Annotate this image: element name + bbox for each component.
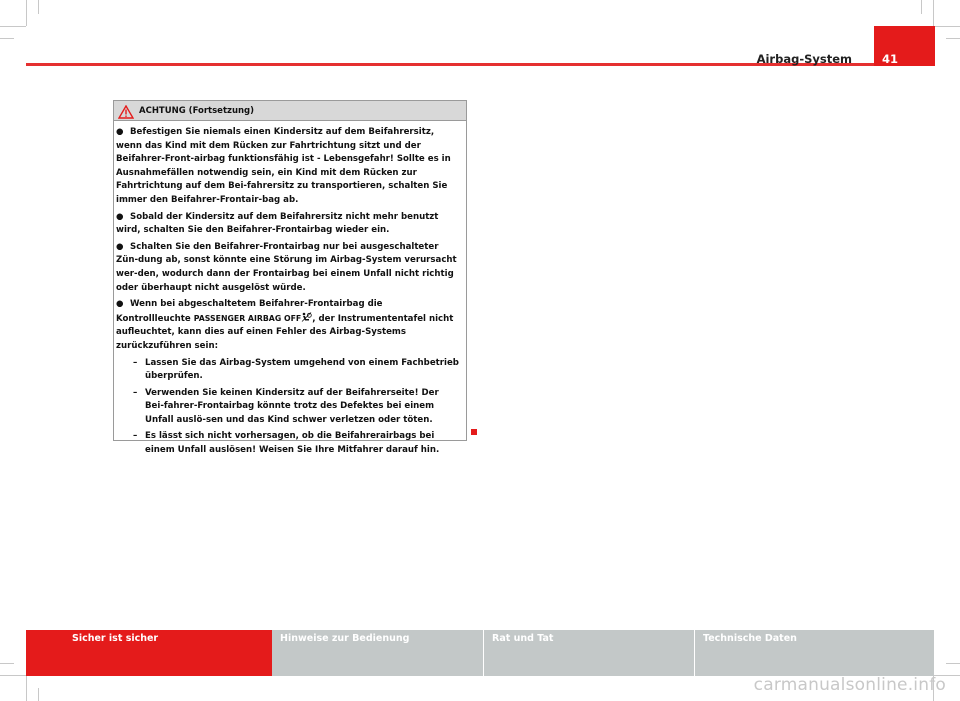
crop-mark — [38, 0, 39, 14]
sub-list-item — [116, 430, 460, 457]
bullet-text: der Instrumententafel nicht aufleuchtet, kann dies auf einen Fehler des Airbag-Systems zurückzuführen sein: — [116, 313, 454, 351]
warning-title: ACHTUNG (Fortsetzung) — [139, 105, 255, 116]
crop-mark — [946, 663, 960, 664]
footer-tab-sicher-ist-sicher[interactable]: Sicher ist sicher — [26, 630, 272, 676]
bullet: ● — [116, 211, 124, 222]
watermark: carmanualsonline.info — [753, 675, 946, 695]
list-item — [116, 211, 460, 238]
bullet-text: Wenn bei abgeschaltetem Beifahrer-Frontairbag die Kontrollleuchte — [116, 299, 383, 324]
bullet-text: Befestigen Sie niemals einen Kindersitz auf dem Beifahrersitz, wenn das Kind mit dem Rücken zur Fahrtrichtung sitzt und der Beifahrer-Front-airbag funktionsfähig ist - Lebensgefahr! Sollte es in Ausnahmefällen notwendig sein, ein Kind mit dem Rücken zur Fahrtrichtung auf dem Bei-fahrersitz zu transportieren, schalten Sie immer den Beifahrer-Frontair-bag ab. — [116, 127, 451, 205]
crop-mark — [26, 0, 27, 26]
footer-nav — [26, 630, 934, 676]
crop-mark — [934, 26, 960, 27]
section-end-marker — [471, 429, 477, 435]
list-item: ● Wenn bei abgeschaltetem Beifahrer-Frontairbag die Kontrollleuchte PASSENGER AIRBAG OFF , der Instrumententafel nicht aufleuchtet, kann dies auf einen Fehler des Airbag-Systems zurückzuführen sein: — [116, 299, 454, 351]
footer-tab-hinweise-zur-bedienung[interactable]: Hinweise zur Bedienung — [272, 630, 483, 676]
bullet: ● — [116, 299, 124, 310]
airbag-off-icon — [301, 312, 312, 322]
crop-mark — [0, 663, 14, 664]
crop-mark — [933, 0, 934, 26]
sub-item-text: Lassen Sie das Airbag-System umgehend von einem Fachbetrieb überprüfen. — [145, 357, 459, 382]
dash: – — [133, 357, 138, 368]
sub-item-text: Verwenden Sie keinen Kindersitz auf der Beifahrerseite! Der Bei-fahrer-Frontairbag könnte trotz des Defektes bei einem Unfall auslö-sen und das Kind schwer verletzen oder töten. — [145, 387, 439, 425]
footer-tab-rat-und-tat[interactable]: Rat und Tat — [483, 630, 694, 676]
crop-mark — [26, 676, 27, 701]
crop-mark — [946, 38, 960, 39]
page-number: 41 — [874, 26, 935, 66]
bullet: ● — [116, 241, 124, 252]
dash: – — [133, 431, 138, 442]
bullet-text: Sobald der Kindersitz auf dem Beifahrersitz nicht mehr benutzt wird, schalten Sie den Beifahrer-Frontairbag wieder ein. — [116, 211, 439, 236]
list-item — [116, 126, 460, 208]
list-item — [116, 241, 460, 295]
sub-item-text: Es lässt sich nicht vorhersagen, ob die Beifahrerairbags bei einem Unfall auslösen! Weisen Sie Ihre Mitfahrer darauf hin. — [145, 431, 440, 456]
crop-mark — [38, 688, 39, 701]
crop-mark — [0, 26, 26, 27]
warning-header — [114, 101, 466, 121]
sub-list-item — [116, 387, 460, 428]
warning-box — [113, 100, 467, 456]
indicator-label: PASSENGER AIRBAG OFF — [193, 313, 302, 323]
dash: – — [133, 387, 138, 398]
crop-mark — [0, 675, 26, 676]
warning-body — [114, 121, 466, 458]
crop-mark — [921, 0, 922, 14]
footer-tab-technische-daten[interactable]: Technische Daten — [694, 630, 934, 676]
crop-mark — [0, 38, 14, 39]
sub-list-item — [116, 357, 460, 384]
bullet: ● — [116, 127, 124, 137]
bullet-text: Schalten Sie den Beifahrer-Frontairbag nur bei ausgeschalteter Zün-dung ab, sonst könnte eine Störung im Airbag-System verursacht wer-den, wodurch dann der Frontairbag bei einem Unfall nicht richtig oder überhaupt nicht ausgelöst würde. — [116, 241, 457, 293]
section-title: Airbag-System — [756, 52, 852, 66]
warning-triangle-icon — [118, 104, 134, 118]
